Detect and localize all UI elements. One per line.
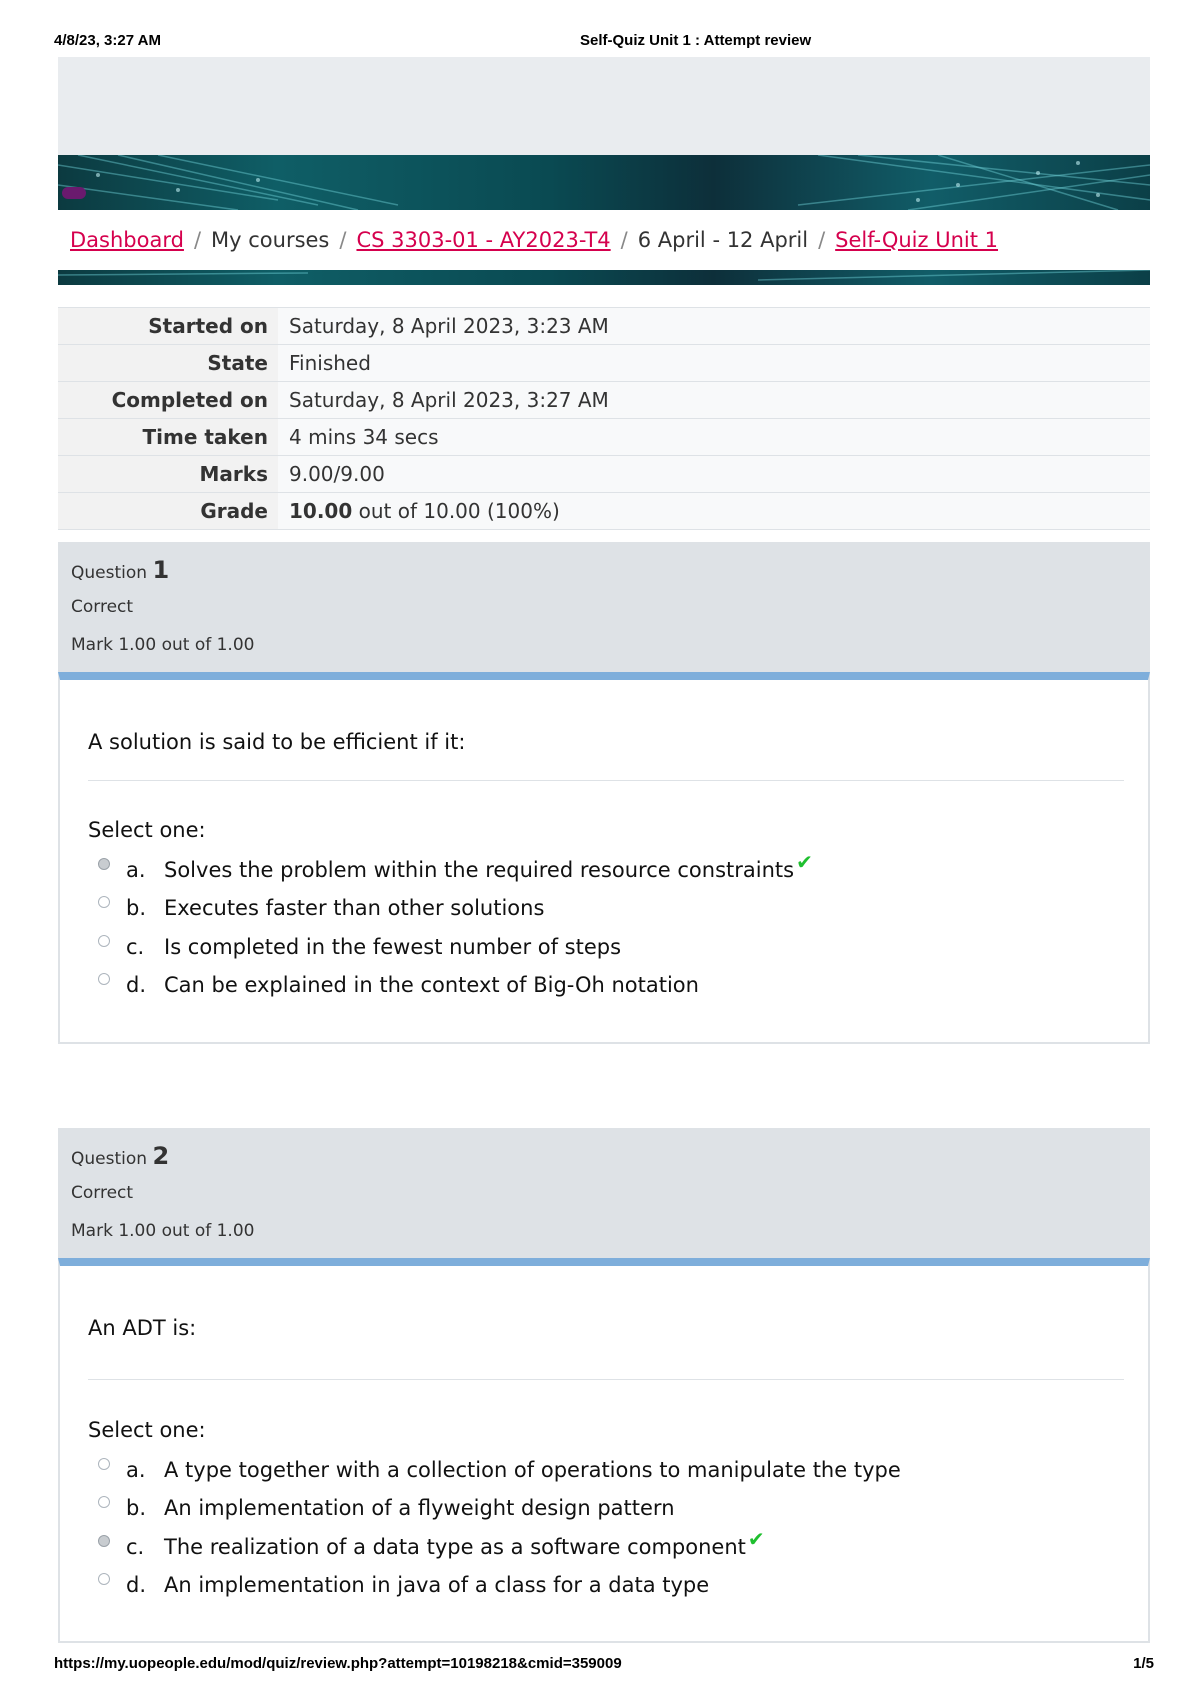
summary-label: Grade <box>58 493 278 529</box>
print-datetime: 4/8/23, 3:27 AM <box>54 32 161 49</box>
print-page-number: 1/5 <box>1133 1655 1154 1672</box>
question-label: Question <box>71 563 148 583</box>
breadcrumb <box>58 210 1150 270</box>
answer-prompt: Select one: <box>88 1418 206 1442</box>
attempt-summary-table <box>58 307 1150 530</box>
summary-value: Finished <box>278 345 1150 381</box>
question-divider <box>88 1379 1124 1380</box>
answer-letter: a. <box>126 858 146 882</box>
radio-button[interactable] <box>98 935 110 947</box>
summary-value: 9.00/9.00 <box>278 456 1150 492</box>
breadcrumb-quiz[interactable]: Self-Quiz Unit 1 <box>835 228 999 252</box>
radio-button[interactable] <box>98 1535 110 1547</box>
breadcrumb-week: 6 April - 12 April <box>637 228 809 252</box>
question-info <box>58 1128 1150 1258</box>
summary-value <box>278 493 1150 529</box>
summary-label: Time taken <box>58 419 278 455</box>
summary-label: Completed on <box>58 382 278 418</box>
answer-option[interactable] <box>98 930 621 964</box>
grade-score: 10.00 <box>289 499 353 523</box>
answer-option[interactable] <box>98 891 544 925</box>
summary-row-marks <box>58 455 1150 492</box>
summary-value: 4 mins 34 secs <box>278 419 1150 455</box>
breadcrumb-separator: / <box>620 228 628 252</box>
answer-option[interactable] <box>98 1491 675 1525</box>
page-top-area <box>58 57 1150 155</box>
answer-option[interactable] <box>98 968 699 1002</box>
summary-row-started <box>58 307 1150 344</box>
question-number-value: 1 <box>152 556 170 584</box>
answer-text: An implementation in java of a class for a data type <box>164 1573 710 1597</box>
question-mark: Mark 1.00 out of 1.00 <box>71 1221 255 1241</box>
answer-letter: c. <box>126 1535 145 1559</box>
question-number-value: 2 <box>152 1142 170 1170</box>
question-text: An ADT is: <box>88 1316 197 1340</box>
breadcrumb-dashboard[interactable]: Dashboard <box>70 228 184 252</box>
breadcrumb-separator: / <box>818 228 826 252</box>
answer-option[interactable] <box>98 1527 765 1564</box>
banner-badge <box>62 187 86 199</box>
answer-letter: a. <box>126 1458 146 1482</box>
summary-row-grade <box>58 492 1150 530</box>
answer-text: A type together with a collection of operations to manipulate the type <box>164 1458 901 1482</box>
radio-button[interactable] <box>98 1573 110 1585</box>
answer-text: The realization of a data type as a software component <box>164 1535 746 1559</box>
summary-label: State <box>58 345 278 381</box>
summary-label: Marks <box>58 456 278 492</box>
answer-letter: c. <box>126 935 145 959</box>
answer-text: Is completed in the fewest number of steps <box>164 935 622 959</box>
summary-row-completed <box>58 381 1150 418</box>
course-banner <box>58 155 1150 285</box>
correct-check-icon: ✔ <box>747 1527 765 1551</box>
answer-option[interactable] <box>98 1568 709 1602</box>
summary-row-state <box>58 344 1150 381</box>
question-mark: Mark 1.00 out of 1.00 <box>71 635 255 655</box>
question-content <box>58 672 1150 1044</box>
summary-row-time-taken <box>58 418 1150 455</box>
answer-prompt: Select one: <box>88 818 206 842</box>
print-title: Self-Quiz Unit 1 : Attempt review <box>580 32 812 49</box>
question-state: Correct <box>71 597 134 617</box>
grade-detail: out of 10.00 (100%) <box>352 499 560 523</box>
answer-option[interactable] <box>98 1453 901 1487</box>
question-text: A solution is said to be efficient if it: <box>88 730 466 754</box>
breadcrumb-course[interactable]: CS 3303-01 - AY2023-T4 <box>356 228 611 252</box>
radio-button[interactable] <box>98 1458 110 1470</box>
print-header <box>0 32 1200 52</box>
radio-button[interactable] <box>98 858 110 870</box>
correct-check-icon: ✔ <box>796 850 813 874</box>
question-number <box>71 556 169 584</box>
summary-label: Started on <box>58 308 278 344</box>
answer-text: Solves the problem within the required resource constraints <box>164 858 795 882</box>
answer-text: Executes faster than other solutions <box>164 896 545 920</box>
answer-option[interactable] <box>98 850 813 887</box>
print-url: https://my.uopeople.edu/mod/quiz/review.php?attempt=10198218&cmid=359009 <box>54 1655 622 1672</box>
summary-value: Saturday, 8 April 2023, 3:27 AM <box>278 382 1150 418</box>
answer-text: An implementation of a flyweight design pattern <box>164 1496 675 1520</box>
answer-letter: d. <box>126 973 147 997</box>
breadcrumb-my-courses: My courses <box>211 228 330 252</box>
question-content <box>58 1258 1150 1643</box>
answer-letter: b. <box>126 896 147 920</box>
answer-letter: b. <box>126 1496 147 1520</box>
question-divider <box>88 780 1124 781</box>
question-state: Correct <box>71 1183 134 1203</box>
radio-button[interactable] <box>98 896 110 908</box>
answer-text: Can be explained in the context of Big-Oh notation <box>164 973 699 997</box>
radio-button[interactable] <box>98 1496 110 1508</box>
question-number <box>71 1142 169 1170</box>
radio-button[interactable] <box>98 973 110 985</box>
summary-value: Saturday, 8 April 2023, 3:23 AM <box>278 308 1150 344</box>
print-footer <box>0 1655 1200 1675</box>
answer-letter: d. <box>126 1573 147 1597</box>
question-info <box>58 542 1150 672</box>
question-label: Question <box>71 1149 148 1169</box>
breadcrumb-separator: / <box>339 228 347 252</box>
breadcrumb-separator: / <box>193 228 202 252</box>
